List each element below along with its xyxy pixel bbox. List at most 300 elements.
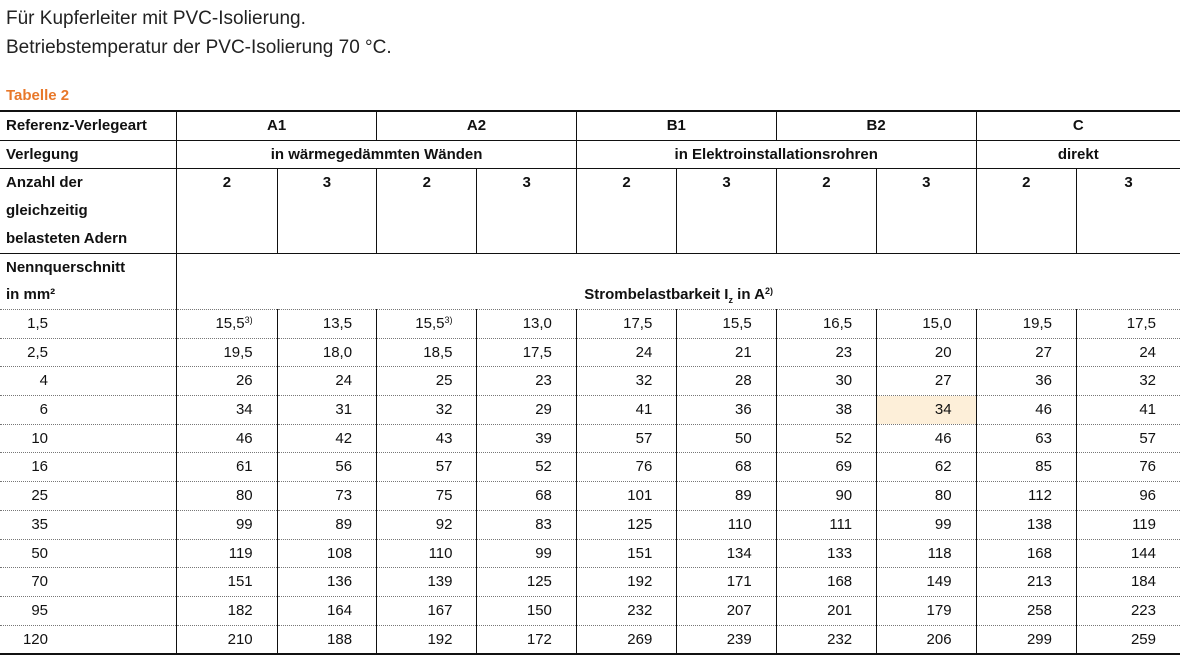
value-cell: [776, 510, 876, 539]
value-cell: [377, 625, 477, 654]
value-cell: [877, 367, 976, 396]
value-cell: [277, 453, 376, 482]
current-capacity-table: [0, 110, 1180, 655]
value-cell: [377, 568, 477, 597]
value-cell: [377, 453, 477, 482]
cell-value: 111: [829, 515, 853, 533]
value-cell: [1076, 482, 1180, 511]
value-cell: [776, 424, 876, 453]
cell-value: 182: [227, 601, 253, 619]
cell-value: 18,0: [322, 343, 353, 361]
cell-value: 63: [1035, 429, 1052, 447]
value-cell: [177, 396, 277, 425]
value-cell: [877, 539, 976, 568]
value-cell: [576, 568, 676, 597]
value-cell: [477, 424, 576, 453]
cell-value: 17,5: [623, 314, 653, 332]
verlegung-rohre: in Elektroinstallationsrohren: [576, 140, 976, 169]
cell-value: 119: [228, 544, 253, 562]
value-cell: [576, 596, 676, 625]
cell-value: 61: [235, 458, 253, 476]
value-cell: [976, 338, 1076, 367]
querschnitt-label-line-2: in mm²: [6, 286, 56, 304]
value-cell: [976, 539, 1076, 568]
cell-value: 89: [735, 487, 752, 505]
cell-value: 43: [435, 429, 453, 447]
value-cell: [277, 568, 376, 597]
value-cell: [776, 482, 876, 511]
cell-value: 80: [235, 487, 253, 505]
value-cell: [277, 367, 376, 396]
value-cell: [976, 596, 1076, 625]
strom-footnote: 2): [764, 286, 773, 297]
value-cell: [377, 309, 477, 338]
cell-value: 213: [1026, 573, 1052, 591]
value-cell: [1076, 367, 1180, 396]
cell-value: 179: [926, 601, 952, 619]
highlighted-value-cell: [877, 396, 976, 425]
cell-value: 28: [735, 372, 752, 390]
cell-value: 41: [1139, 401, 1156, 419]
cell-value: 164: [327, 601, 353, 619]
nennquerschnitt-cell: [0, 539, 177, 568]
cell-value: 184: [1130, 573, 1156, 591]
nennquerschnitt-value: 16: [31, 458, 48, 476]
value-cell: [677, 539, 776, 568]
value-cell: [976, 482, 1076, 511]
value-cell: [776, 309, 876, 338]
cell-value: 118: [927, 544, 952, 562]
adern-label-line-1: Anzahl der: [6, 174, 83, 192]
value-cell: [976, 510, 1076, 539]
cell-value: 57: [1139, 429, 1156, 447]
value-cell: [277, 424, 376, 453]
table-row: [0, 309, 1180, 338]
value-cell: [677, 625, 776, 654]
cell-value: 32: [435, 401, 453, 419]
value-cell: [776, 568, 876, 597]
table-row: [0, 453, 1180, 482]
strombelastbarkeit-header: [177, 253, 1180, 309]
value-cell: [677, 482, 776, 511]
value-cell: [576, 453, 676, 482]
cell-value: 25: [435, 372, 453, 390]
value-cell: [277, 625, 376, 654]
value-cell: [1076, 539, 1180, 568]
adern-count: 2: [976, 169, 1076, 253]
cell-value: 57: [435, 458, 453, 476]
value-cell: [377, 424, 477, 453]
cell-value: 269: [627, 630, 653, 648]
cell-value: 144: [1130, 544, 1156, 562]
value-cell: [177, 568, 277, 597]
cell-value: 13,5: [322, 314, 353, 332]
value-cell: [976, 453, 1076, 482]
value-cell: [677, 568, 776, 597]
table-row: [0, 625, 1180, 654]
cell-value: 68: [535, 487, 552, 505]
cell-value: 89: [335, 515, 353, 533]
nennquerschnitt-cell: [0, 396, 177, 425]
cell-value: 149: [926, 573, 952, 591]
nennquerschnitt-cell: [0, 453, 177, 482]
group-header-b2: B2: [776, 111, 976, 140]
cell-value: 32: [635, 372, 653, 390]
cell-value: 39: [535, 429, 552, 447]
adern-count: 2: [177, 169, 277, 253]
verlegung-waende: in wärmegedämmten Wänden: [177, 140, 577, 169]
cell-value: 31: [335, 401, 353, 419]
value-cell: [277, 510, 376, 539]
adern-label-line-2: gleichzeitig: [6, 202, 88, 220]
value-cell: [576, 338, 676, 367]
value-cell: [576, 482, 676, 511]
table-row: [0, 596, 1180, 625]
nennquerschnitt-cell: [0, 625, 177, 654]
value-cell: [976, 625, 1076, 654]
value-cell: [277, 396, 376, 425]
value-cell: [377, 596, 477, 625]
cell-value: 168: [1026, 544, 1052, 562]
value-cell: [776, 596, 876, 625]
value-cell: [877, 309, 976, 338]
value-cell: [877, 424, 976, 453]
cell-value: 69: [835, 458, 853, 476]
value-cell: [177, 367, 277, 396]
cell-value: 27: [1035, 343, 1052, 361]
cell-value: 13,0: [522, 314, 552, 332]
value-cell: [377, 338, 477, 367]
value-cell: [477, 396, 576, 425]
value-cell: [677, 367, 776, 396]
group-header-b1: B1: [576, 111, 776, 140]
adern-count: 3: [877, 169, 976, 253]
value-cell: [776, 396, 876, 425]
header-row-querschnitt: [0, 253, 1180, 309]
cell-value: 38: [835, 401, 853, 419]
cell-value: 167: [427, 601, 453, 619]
nennquerschnitt-value: 10: [31, 429, 48, 447]
nennquerschnitt-cell: [0, 596, 177, 625]
table-row: [0, 539, 1180, 568]
intro-line-2: Betriebstemperatur der PVC-Isolierung 70 °C.: [6, 37, 392, 58]
cell-value: 223: [1130, 601, 1156, 619]
nennquerschnitt-value: 95: [31, 601, 48, 619]
value-cell: [277, 539, 376, 568]
cell-value: 56: [335, 458, 353, 476]
value-cell: [776, 625, 876, 654]
querschnitt-label-line-1: Nennquerschnitt: [6, 258, 126, 276]
cell-value: 52: [535, 458, 552, 476]
value-cell: [377, 396, 477, 425]
value-cell: [576, 510, 676, 539]
group-header-a1: A1: [177, 111, 377, 140]
adern-count: 3: [477, 169, 576, 253]
cell-value: 75: [435, 487, 453, 505]
value-cell: [677, 596, 776, 625]
value-cell: [477, 625, 576, 654]
cell-value: 23: [835, 343, 853, 361]
value-cell: [1076, 568, 1180, 597]
value-cell: [1076, 510, 1180, 539]
value-cell: [477, 482, 576, 511]
table-row: [0, 568, 1180, 597]
cell-value: 42: [335, 429, 353, 447]
value-cell: [477, 568, 576, 597]
verlegung-direkt: direkt: [976, 140, 1180, 169]
value-cell: [677, 396, 776, 425]
cell-value: 201: [827, 601, 853, 619]
cell-value: 99: [235, 515, 253, 533]
cell-value: 112: [1028, 487, 1052, 505]
nennquerschnitt-cell: [0, 424, 177, 453]
cell-value: 207: [726, 601, 752, 619]
cell-value: 73: [335, 487, 353, 505]
table-row: [0, 510, 1180, 539]
value-cell: [877, 510, 976, 539]
cell-value: 76: [635, 458, 653, 476]
cell-value: 17,5: [522, 343, 552, 361]
value-cell: [1076, 338, 1180, 367]
value-cell: [576, 367, 676, 396]
value-cell: [877, 482, 976, 511]
cell-value: 62: [934, 458, 952, 476]
cell-value: 21: [735, 343, 752, 361]
value-cell: [477, 539, 576, 568]
value-cell: [177, 539, 277, 568]
cell-value: 108: [327, 544, 353, 562]
value-cell: [1076, 625, 1180, 654]
adern-count: 3: [277, 169, 376, 253]
value-cell: [377, 510, 477, 539]
cell-value: 46: [1035, 401, 1052, 419]
header-label-querschnitt: [0, 253, 177, 309]
value-cell: [976, 396, 1076, 425]
cell-value: 23: [535, 372, 552, 390]
value-cell: [976, 367, 1076, 396]
cell-value: 15,5: [722, 314, 752, 332]
nennquerschnitt-value: 70: [31, 573, 48, 591]
value-cell: [177, 338, 277, 367]
cell-value: 99: [934, 515, 952, 533]
cell-value: 83: [535, 515, 552, 533]
cell-value: 136: [327, 573, 353, 591]
cell-value: 34: [235, 401, 253, 419]
value-cell: [477, 309, 576, 338]
nennquerschnitt-value: 120: [22, 630, 48, 648]
cell-value: 192: [427, 630, 453, 648]
value-cell: [177, 453, 277, 482]
cell-value: 18,5: [423, 343, 453, 361]
value-cell: [177, 309, 277, 338]
group-header-c: C: [976, 111, 1180, 140]
cell-value: 15,0: [922, 314, 952, 332]
cell-value: 96: [1139, 487, 1156, 505]
value-cell: [877, 568, 976, 597]
value-cell: [277, 482, 376, 511]
cell-value: 206: [926, 630, 952, 648]
cell-value: 210: [227, 630, 253, 648]
table-row: [0, 482, 1180, 511]
cell-value: 17,5: [1126, 314, 1156, 332]
cell-value: 150: [526, 601, 552, 619]
value-cell: [1076, 309, 1180, 338]
cell-value: 188: [327, 630, 353, 648]
adern-count: 2: [377, 169, 477, 253]
value-cell: [877, 625, 976, 654]
header-row-verlegung: [0, 140, 1180, 169]
table-row: [0, 338, 1180, 367]
cell-value: 259: [1130, 630, 1156, 648]
cell-value: 80: [934, 487, 952, 505]
value-cell: [277, 338, 376, 367]
value-cell: [177, 510, 277, 539]
value-cell: [576, 539, 676, 568]
cell-value: 41: [635, 401, 653, 419]
value-cell: [776, 539, 876, 568]
nennquerschnitt-value: 50: [31, 544, 48, 562]
cell-value: 134: [726, 544, 752, 562]
value-cell: [976, 309, 1076, 338]
nennquerschnitt-cell: [0, 510, 177, 539]
nennquerschnitt-cell: [0, 482, 177, 511]
value-cell: [177, 482, 277, 511]
nennquerschnitt-value: 25: [31, 487, 48, 505]
value-cell: [177, 625, 277, 654]
cell-value: 92: [435, 515, 453, 533]
value-cell: [177, 596, 277, 625]
cell-value: 50: [735, 429, 752, 447]
cell-value: 16,5: [822, 314, 853, 332]
cell-value: 90: [835, 487, 853, 505]
nennquerschnitt-cell: [0, 309, 177, 338]
cell-value: 119: [1132, 515, 1156, 533]
value-cell: [377, 539, 477, 568]
value-cell: [177, 424, 277, 453]
cell-value: 138: [1026, 515, 1052, 533]
cell-value: 133: [827, 544, 853, 562]
cell-value: 168: [827, 573, 853, 591]
cell-value: 299: [1026, 630, 1052, 648]
cell-value: 99: [535, 544, 552, 562]
cell-value: 24: [1139, 343, 1156, 361]
cell-value: 24: [335, 372, 353, 390]
cell-value: 24: [635, 343, 653, 361]
cell-value: 34: [934, 401, 952, 419]
cell-value: 36: [1035, 372, 1052, 390]
nennquerschnitt-value: 1,5: [27, 314, 48, 332]
value-cell: [677, 424, 776, 453]
value-cell: [576, 424, 676, 453]
adern-count: 2: [576, 169, 676, 253]
header-row-adern: [0, 169, 1180, 253]
group-header-a2: A2: [377, 111, 577, 140]
cell-value: 26: [235, 372, 253, 390]
strom-prefix: Strombelastbarkeit I: [584, 286, 729, 304]
value-cell: [877, 338, 976, 367]
adern-count: 2: [776, 169, 876, 253]
nennquerschnitt-cell: [0, 338, 177, 367]
value-cell: [1076, 424, 1180, 453]
value-cell: [377, 482, 477, 511]
adern-count: 3: [677, 169, 776, 253]
header-row-referenz: [0, 111, 1180, 140]
cell-value: 36: [735, 401, 752, 419]
cell-value: 232: [627, 601, 653, 619]
cell-value: 15,5: [415, 314, 445, 332]
value-cell: [677, 510, 776, 539]
value-cell: [877, 596, 976, 625]
cell-value: 85: [1035, 458, 1052, 476]
cell-value: 19,5: [1022, 314, 1052, 332]
value-cell: [776, 367, 876, 396]
value-cell: [776, 338, 876, 367]
value-cell: [377, 367, 477, 396]
value-cell: [776, 453, 876, 482]
cell-value: 110: [428, 544, 453, 562]
footnote-marker: 3): [444, 314, 453, 325]
cell-value: 76: [1139, 458, 1156, 476]
cell-value: 15,5: [215, 314, 245, 332]
cell-value: 19,5: [223, 343, 253, 361]
nennquerschnitt-cell: [0, 568, 177, 597]
value-cell: [1076, 453, 1180, 482]
table-row: [0, 424, 1180, 453]
footnote-marker: 3): [244, 314, 253, 325]
cell-value: 46: [934, 429, 952, 447]
header-label-verlegung: Verlegung: [0, 140, 177, 169]
value-cell: [576, 625, 676, 654]
cell-value: 68: [735, 458, 752, 476]
table-title: Tabelle 2: [6, 87, 70, 104]
cell-value: 125: [627, 515, 653, 533]
cell-value: 57: [635, 429, 653, 447]
cell-value: 171: [726, 573, 752, 591]
cell-value: 125: [526, 573, 552, 591]
cell-value: 172: [526, 630, 552, 648]
strom-subscript: z: [728, 295, 733, 306]
cell-value: 20: [934, 343, 952, 361]
value-cell: [477, 596, 576, 625]
cell-value: 110: [727, 515, 752, 533]
value-cell: [976, 424, 1076, 453]
strom-suffix: in A: [732, 286, 765, 304]
cell-value: 30: [835, 372, 853, 390]
cell-value: 232: [827, 630, 853, 648]
value-cell: [277, 596, 376, 625]
adern-count: 3: [1076, 169, 1180, 253]
nennquerschnitt-value: 35: [31, 515, 48, 533]
cell-value: 139: [427, 573, 453, 591]
value-cell: [677, 453, 776, 482]
cell-value: 27: [934, 372, 952, 390]
value-cell: [976, 568, 1076, 597]
intro-text: [6, 4, 392, 62]
value-cell: [477, 367, 576, 396]
adern-label-line-3: belasteten Adern: [6, 229, 128, 247]
cell-value: 52: [835, 429, 853, 447]
cell-value: 32: [1139, 372, 1156, 390]
table-row: [0, 396, 1180, 425]
nennquerschnitt-value: 2,5: [27, 343, 48, 361]
value-cell: [277, 309, 376, 338]
value-cell: [877, 453, 976, 482]
intro-line-1: Für Kupferleiter mit PVC-Isolierung.: [6, 8, 306, 29]
value-cell: [477, 453, 576, 482]
value-cell: [576, 396, 676, 425]
header-label-referenz: Referenz-Verlegeart: [0, 111, 177, 140]
value-cell: [677, 309, 776, 338]
